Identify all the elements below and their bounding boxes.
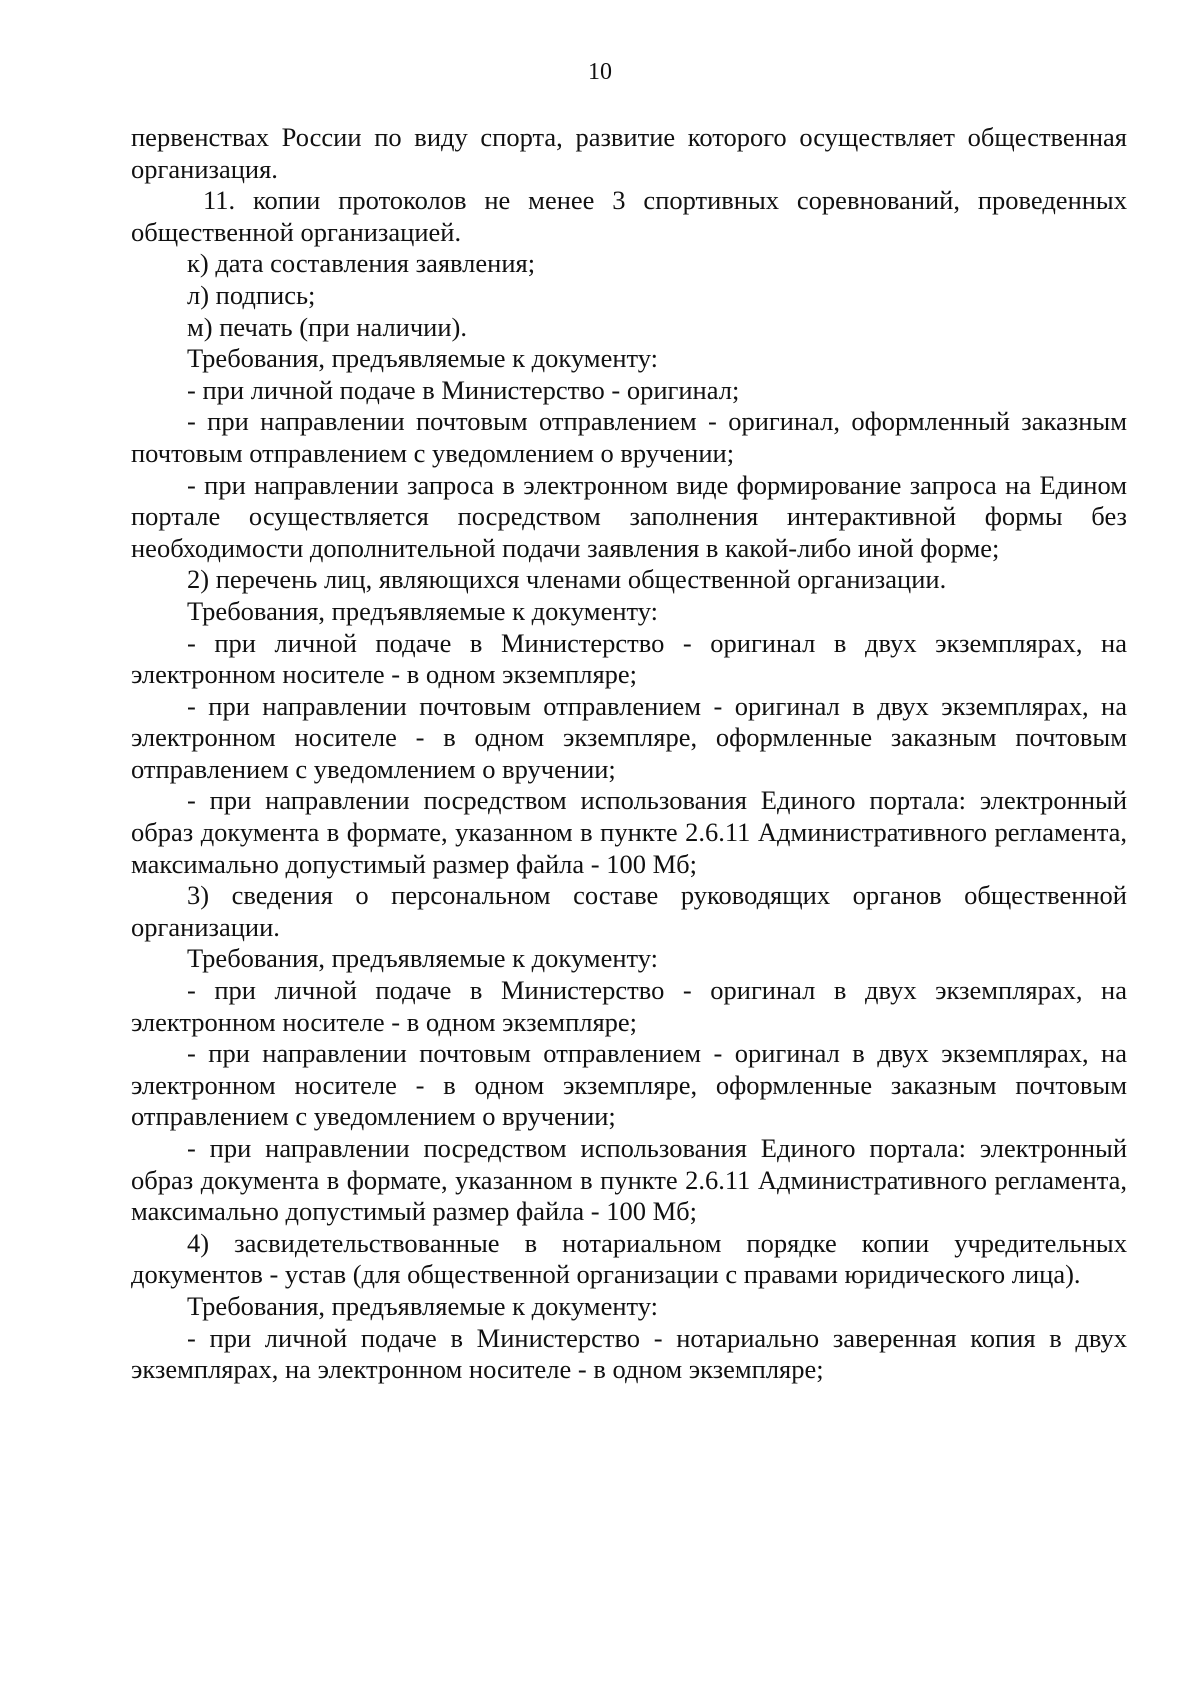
- paragraph-item-11: 11. копии протоколов не менее 3 спортивных соревнований, проведенных общественной организацией.: [131, 185, 1127, 247]
- paragraph-item-3: 3) сведения о персональном составе руководящих органов общественной организации.: [131, 880, 1127, 942]
- paragraph-requirement: - при направлении почтовым отправлением - оригинал в двух экземплярах, на электронном носителе - в одном экземпляре, оформленные заказным почтовым отправлением с уведомлением о вручении;: [131, 690, 1127, 784]
- paragraph-item-l: л) подпись;: [187, 279, 316, 310]
- paragraph-continuation: первенствах России по виду спорта, развитие которого осуществляет общественная организация.: [131, 122, 1127, 184]
- page-number: 10: [588, 59, 612, 85]
- paragraph-requirements-heading: Требования, предъявляемые к документу:: [187, 1290, 659, 1321]
- paragraph-item-k: к) дата составления заявления;: [187, 248, 536, 279]
- paragraph-requirement: - при направлении почтовым отправлением - оригинал, оформленный заказным почтовым отправлением с уведомлением о вручении;: [131, 406, 1127, 468]
- paragraph-requirement: - при личной подаче в Министерство - оригинал;: [187, 374, 740, 405]
- paragraph-requirement: - при направлении почтовым отправлением - оригинал в двух экземплярах, на электронном носителе - в одном экземпляре, оформленные заказным почтовым отправлением с уведомлением о вручении;: [131, 1038, 1127, 1132]
- paragraph-item-2: 2) перечень лиц, являющихся членами общественной организации.: [187, 564, 947, 595]
- paragraph-requirements-heading: Требования, предъявляемые к документу:: [187, 595, 659, 626]
- paragraph-requirement: - при направлении посредством использования Единого портала: электронный образ документа в формате, указанном в пункте 2.6.11 Административного регламента, максимально допустимый размер файла - 100 Мб;: [131, 1133, 1127, 1227]
- paragraph-requirement: - при личной подаче в Министерство - оригинал в двух экземплярах, на электронном носителе - в одном экземпляре;: [131, 975, 1127, 1037]
- paragraph-requirement: - при личной подаче в Министерство - оригинал в двух экземплярах, на электронном носителе - в одном экземпляре;: [131, 627, 1127, 690]
- paragraph-requirements-heading: Требования, предъявляемые к документу:: [187, 343, 659, 374]
- document-body: [131, 122, 1127, 1386]
- paragraph-requirements-heading: Требования, предъявляемые к документу:: [187, 943, 659, 974]
- paragraph-item-4: 4) засвидетельствованные в нотариальном порядке копии учредительных документов - устав (для общественной организации с правами юридического лица).: [131, 1227, 1127, 1290]
- paragraph-requirement: - при направлении запроса в электронном виде формирование запроса на Едином портале осуществляется посредством заполнения интерактивной формы без необходимости дополнительной подачи заявления в какой-либо иной форме;: [131, 469, 1127, 563]
- paragraph-requirement: - при личной подаче в Министерство - нотариально заверенная копия в двух экземплярах, на электронном носителе - в одном экземпляре;: [131, 1322, 1127, 1385]
- paragraph-item-m: м) печать (при наличии).: [187, 311, 467, 342]
- paragraph-requirement: - при направлении посредством использования Единого портала: электронный образ документа в формате, указанном в пункте 2.6.11 Административного регламента, максимально допустимый размер файла - 100 Мб;: [131, 785, 1127, 879]
